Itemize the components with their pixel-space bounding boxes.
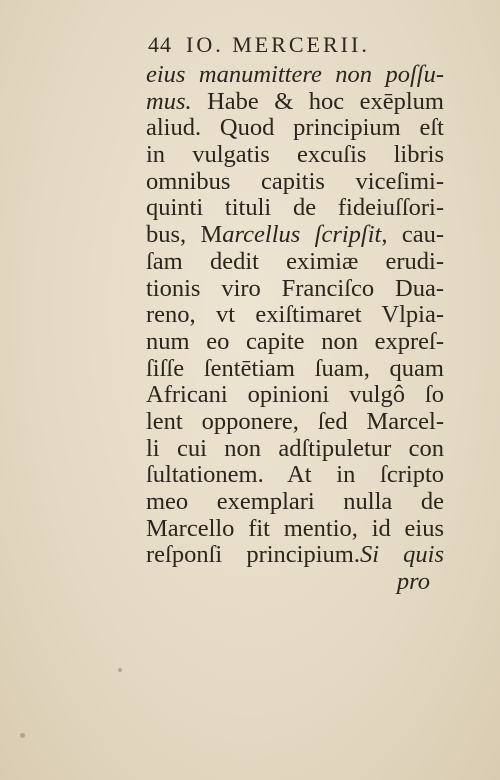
roman-text: meo exemplari nulla de	[146, 488, 444, 515]
italic-text: eius manumittere non poſſu-	[146, 61, 444, 88]
roman-text: li cui non adſtipuletur con	[146, 434, 444, 462]
italic-text: mus.	[146, 87, 192, 115]
italic-text: Si quis	[359, 541, 444, 569]
text-line	[146, 302, 444, 329]
text-line	[146, 542, 444, 569]
roman-text: in vulgatis excuſis libris	[146, 141, 444, 169]
text-line	[146, 195, 444, 222]
roman-text: Africani opinioni vulgô ſo	[146, 381, 444, 409]
roman-text: reſponſi principium.	[146, 541, 360, 569]
roman-text: Marcello fit mentio, id eius	[146, 514, 444, 542]
roman-text: num eo capite non expreſ-	[146, 327, 444, 355]
roman-text: , cau-	[381, 221, 444, 249]
text-line	[146, 329, 444, 356]
paper-speck	[118, 668, 122, 672]
text-line	[146, 222, 444, 249]
italic-text: arcellus ſcripſit	[222, 221, 382, 249]
text-line	[146, 382, 444, 409]
roman-text: tionis viro Franciſco Dua-	[146, 274, 444, 302]
text-line	[146, 409, 444, 436]
roman-text: omnibus capitis viceſimi-	[146, 167, 444, 195]
roman-text: reno, vt exiſtimaret Vlpia-	[146, 301, 444, 329]
text-line	[146, 516, 444, 543]
text-line	[146, 276, 444, 303]
text-line	[146, 249, 444, 276]
running-title: IO. MERCERII.	[186, 32, 370, 57]
roman-text: aliud. Quod principium eſt	[146, 114, 444, 142]
page-number: 44	[148, 32, 172, 57]
roman-text: ſiſſe ſentētiam ſuam, quam	[146, 354, 444, 382]
roman-text: quinti tituli de fideiuſſori-	[146, 194, 444, 222]
text-line	[146, 115, 444, 142]
text-line	[146, 462, 444, 489]
roman-text: ſam dedit eximiæ erudi-	[146, 247, 444, 275]
text-line	[146, 89, 444, 116]
running-header	[148, 32, 370, 58]
body-text	[146, 62, 444, 596]
text-line	[146, 436, 444, 463]
roman-text: lent opponere, ſed Marcel-	[146, 407, 444, 435]
text-line	[146, 169, 444, 196]
roman-text: bus, M	[146, 221, 223, 249]
roman-text: ſultationem. At in ſcripto	[146, 461, 444, 489]
paper-speck	[20, 733, 25, 738]
text-line	[146, 62, 444, 89]
text-line	[146, 142, 444, 169]
roman-text: Habe & hoc exēplum	[191, 87, 444, 115]
text-line	[146, 489, 444, 516]
text-line	[146, 356, 444, 383]
catchword: pro	[396, 568, 430, 596]
